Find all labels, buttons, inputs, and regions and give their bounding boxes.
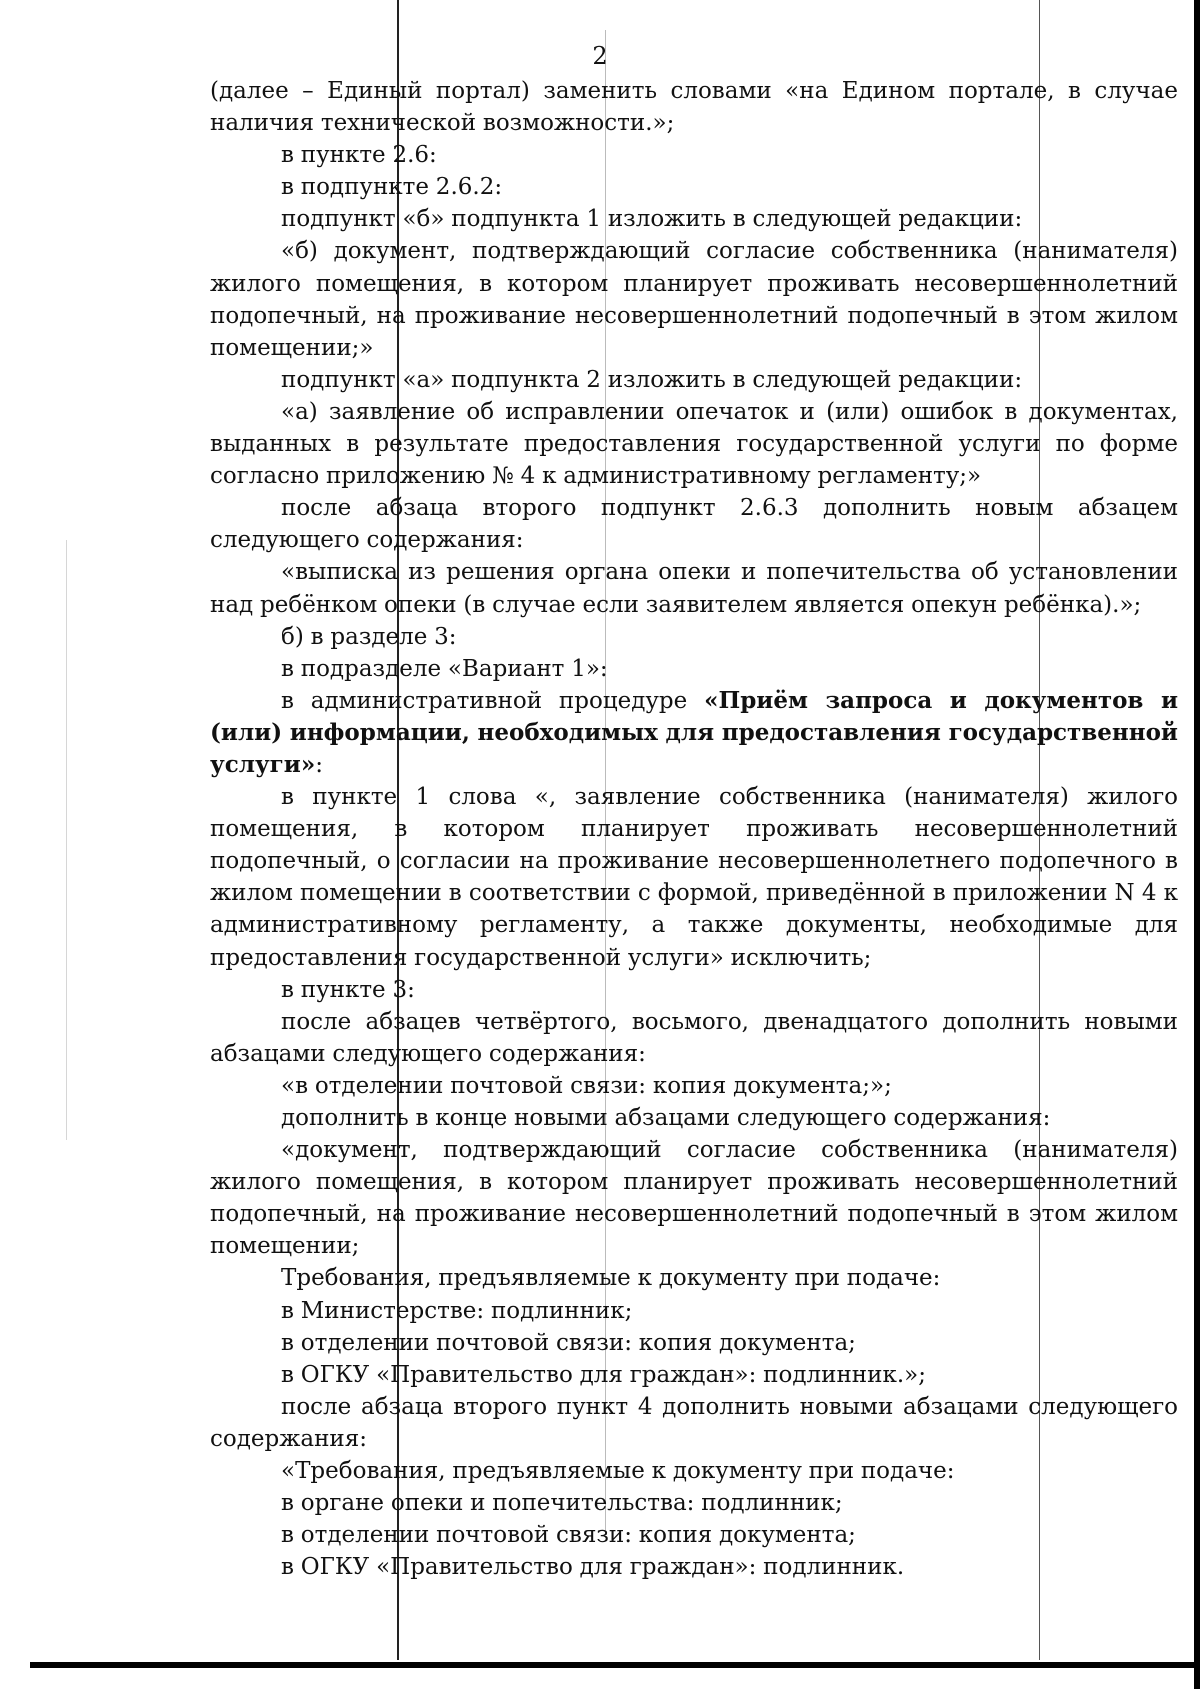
paragraph: после абзаца второго пункт 4 дополнить новыми абзацами следующего содержания: [210,1393,1178,1452]
procedure-title: «Приём запроса и документов и (или) информации, необходимых для предоставления государственной услуги» [210,686,1178,778]
paragraph: в отделении почтовой связи: копия документа; [281,1522,856,1549]
paragraph: «а) заявление об исправлении опечаток и (или) ошибок в документах, выданных в результате предоставления государственной услуги по форме согласно приложению № 4 к административному регламенту;» [210,398,1178,490]
scan-right-edge [1194,0,1200,1689]
paragraph: (далее – Единый портал) заменить словами «на Едином портале, в случае наличия технической возможности.»; [210,78,1178,137]
paragraph: в пункте 1 слова «, заявление собственника (нанимателя) жилого помещения, в котором планирует проживать несовершеннолетний подопечный, о согласии на проживание несовершеннолетнего подопечного в жилом помещении в соответствии с формой, приведённой в приложении N 4 к административному регламенту, а также документы, необходимые для предоставления государственной услуги» исключить; [210,784,1178,971]
paragraph: подпункт «б» подпункта 1 изложить в следующей редакции: [281,206,1023,233]
paragraph: дополнить в конце новыми абзацами следующего содержания: [281,1105,1051,1131]
paragraph: в пункте 3: [281,976,415,1003]
paragraph: Требования, предъявляемые к документу при подаче: [281,1265,941,1292]
scan-artifact-line [66,540,67,1140]
paragraph: «выписка из решения органа опеки и попечительства об установлении над ребёнком опеки (в случае если заявителем является опекун ребёнка).»; [210,559,1178,618]
page-number: 2 [592,42,608,70]
paragraph: «Требования, предъявляемые к документу при подаче: [281,1458,955,1485]
paragraph: б) в разделе 3: [281,623,457,650]
paragraph: «в отделении почтовой связи: копия документа;»; [281,1072,892,1099]
scan-bottom-edge [30,1662,1200,1668]
paragraph: в подразделе «Вариант 1»: [281,655,608,682]
paragraph: «б) документ, подтверждающий согласие собственника (нанимателя) жилого помещения, в котором планирует проживать несовершеннолетний подопечный, на проживание несовершеннолетний подопечный в этом жилом помещении;» [210,238,1178,361]
paragraph: в отделении почтовой связи: копия документа; [281,1329,856,1356]
paragraph [210,685,1178,781]
document-body [210,75,1178,1583]
paragraph-text: : [315,751,323,778]
paragraph: «документ, подтверждающий согласие собственника (нанимателя) жилого помещения, в котором планирует проживать несовершеннолетний подопечный, на проживание несовершеннолетний подопечный в этом жилом помещении; [210,1137,1178,1260]
paragraph: в ОГКУ «Правительство для граждан»: подлинник. [281,1554,905,1581]
paragraph: в органе опеки и попечительства: подлинник; [281,1490,843,1517]
paragraph: в Министерстве: подлинник; [281,1297,633,1324]
paragraph: в ОГКУ «Правительство для граждан»: подлинник.»; [281,1361,926,1388]
paragraph: в пункте 2.6: [281,142,437,169]
paragraph-text: в административной процедуре [281,687,705,714]
paragraph: подпункт «а» подпункта 2 изложить в следующей редакции: [281,366,1023,393]
paragraph: после абзаца второго подпункт 2.6.3 дополнить новым абзацем следующего содержания: [210,495,1178,554]
paragraph: после абзацев четвёртого, восьмого, двенадцатого дополнить новыми абзацами следующего содержания: [210,1008,1178,1067]
paragraph: в подпункте 2.6.2: [281,174,503,201]
